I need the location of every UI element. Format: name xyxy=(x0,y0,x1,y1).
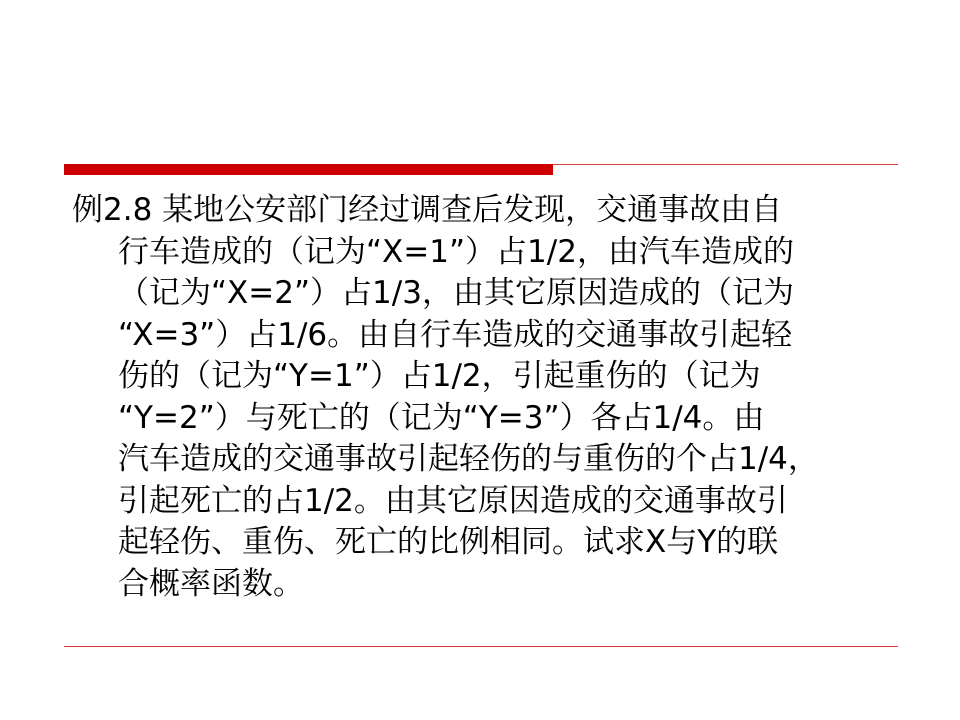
problem-line: 例2.8 某地公安部门经过调查后发现，交通事故由自 xyxy=(72,192,783,228)
problem-line: “X=3”）占1/6。由自行车造成的交通事故引起轻 xyxy=(118,316,793,353)
problem-line: “Y=2”）与死亡的（记为“Y=3”）各占1/4。由 xyxy=(118,399,765,436)
top-divider-accent xyxy=(64,164,553,175)
problem-line: 合概率函数。 xyxy=(118,565,304,602)
problem-line: 引起死亡的占1/2。由其它原因造成的交通事故引 xyxy=(118,482,788,519)
problem-line: 行车造成的（记为“X=1”）占1/2，由汽车造成的 xyxy=(118,233,794,270)
problem-statement xyxy=(72,190,898,605)
problem-line: 汽车造成的交通事故引起轻伤的与重伤的个占1/4， xyxy=(118,441,819,477)
problem-line: 伤的（记为“Y=1”）占1/2，引起重伤的（记为 xyxy=(118,358,761,394)
problem-line: 起轻伤、重伤、死亡的比例相同。试求X与Y的联 xyxy=(118,524,779,560)
bottom-divider xyxy=(64,646,898,647)
problem-line: （记为“X=2”）占1/3，由其它原因造成的（记为 xyxy=(118,275,794,311)
